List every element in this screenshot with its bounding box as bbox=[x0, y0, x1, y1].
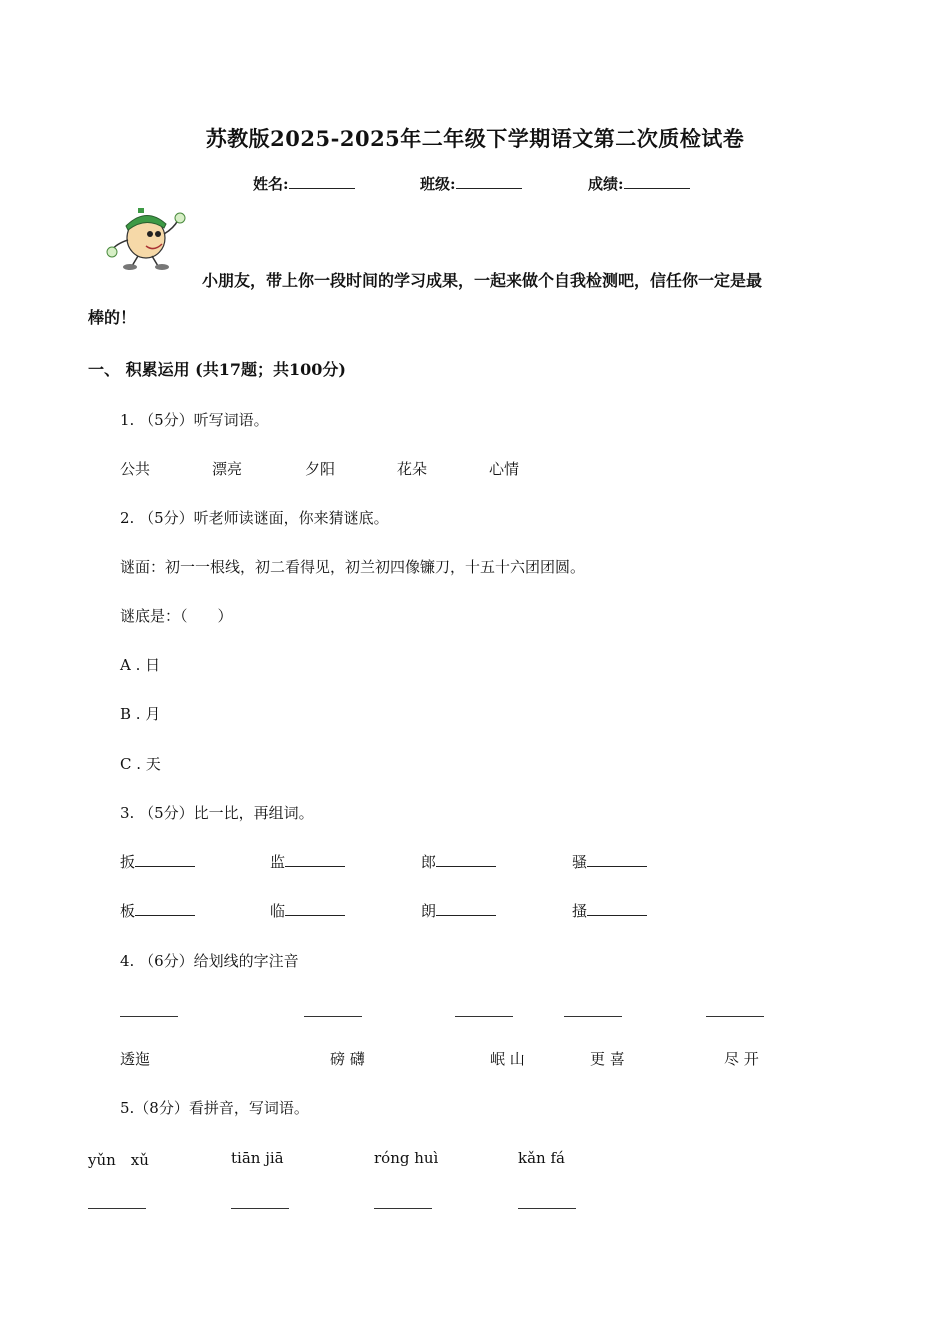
q4-word: 磅 礴 bbox=[330, 1050, 365, 1068]
intro-line-2: 棒的！ bbox=[88, 308, 137, 327]
q5-answer-line[interactable] bbox=[374, 1208, 432, 1209]
q5-pinyin: tiān jiā bbox=[231, 1149, 284, 1167]
name-label: 姓名: bbox=[253, 175, 289, 193]
q3-blank[interactable] bbox=[587, 901, 647, 916]
q4-answer-line[interactable] bbox=[564, 1016, 622, 1017]
class-label: 班级: bbox=[420, 175, 456, 193]
q3-char: 朗 bbox=[421, 902, 437, 920]
q3-blank[interactable] bbox=[285, 901, 345, 916]
score-label: 成绩: bbox=[588, 175, 624, 193]
q5-answer-line[interactable] bbox=[518, 1208, 576, 1209]
q1-word: 花朵 bbox=[397, 460, 428, 478]
q3-char: 骚 bbox=[572, 853, 588, 871]
q1-word: 心情 bbox=[489, 460, 520, 478]
q1-word: 夕阳 bbox=[305, 460, 336, 478]
q3-item bbox=[572, 900, 647, 921]
q3-item bbox=[120, 851, 195, 872]
q2-stem: 2. （5分）听老师读谜面，你来猜谜底。 bbox=[120, 509, 389, 527]
page-title: 苏教版2025-2025年二年级下学期语文第二次质检试卷 bbox=[205, 126, 745, 151]
q3-item bbox=[270, 851, 345, 872]
name-field bbox=[253, 173, 355, 194]
q1-word: 漂亮 bbox=[212, 460, 243, 478]
q5-pinyin: kǎn fá bbox=[518, 1149, 565, 1167]
q3-item bbox=[421, 851, 496, 872]
q5-stem: 5.（8分）看拼音，写词语。 bbox=[120, 1099, 309, 1117]
q3-char: 搔 bbox=[572, 902, 588, 920]
q3-item bbox=[120, 900, 195, 921]
q3-blank[interactable] bbox=[587, 852, 647, 867]
score-blank[interactable] bbox=[624, 174, 690, 189]
q2-option-c[interactable]: C . 天 bbox=[120, 755, 161, 773]
q3-blank[interactable] bbox=[135, 852, 195, 867]
intro-line-1: 小朋友，带上你一段时间的学习成果，一起来做个自我检测吧，信任你一定是最 bbox=[202, 271, 763, 290]
score-field bbox=[588, 173, 690, 194]
q4-word: 更 喜 bbox=[590, 1050, 625, 1068]
q3-blank[interactable] bbox=[436, 852, 496, 867]
q3-item bbox=[421, 900, 496, 921]
q3-item bbox=[270, 900, 345, 921]
q3-char: 板 bbox=[120, 902, 136, 920]
q4-word: 透迤 bbox=[120, 1050, 151, 1068]
q3-char: 郎 bbox=[421, 853, 437, 871]
q3-char: 扳 bbox=[120, 853, 136, 871]
name-blank[interactable] bbox=[289, 174, 355, 189]
class-field bbox=[420, 173, 522, 194]
q2-option-b[interactable]: B . 月 bbox=[120, 705, 161, 723]
q3-blank[interactable] bbox=[135, 901, 195, 916]
q2-option-a[interactable]: A . 日 bbox=[120, 656, 161, 674]
q4-answer-line[interactable] bbox=[120, 1016, 178, 1017]
q3-blank[interactable] bbox=[436, 901, 496, 916]
q3-char: 监 bbox=[270, 853, 286, 871]
q5-answer-line[interactable] bbox=[231, 1208, 289, 1209]
q2-riddle: 谜面：初一一根线，初二看得见，初兰初四像镰刀，十五十六团团圆。 bbox=[120, 558, 586, 576]
mascot-cartoon-icon bbox=[106, 204, 188, 272]
section-heading: 一、 积累运用 (共17题；共100分) bbox=[88, 360, 346, 379]
q4-word: 岷 山 bbox=[490, 1050, 525, 1068]
q1-stem: 1. （5分）听写词语。 bbox=[120, 411, 269, 429]
q5-answer-line[interactable] bbox=[88, 1208, 146, 1209]
q1-word: 公共 bbox=[120, 460, 151, 478]
q3-item bbox=[572, 851, 647, 872]
q4-answer-line[interactable] bbox=[304, 1016, 362, 1017]
q3-stem: 3. （5分）比一比，再组词。 bbox=[120, 804, 314, 822]
q3-blank[interactable] bbox=[285, 852, 345, 867]
class-blank[interactable] bbox=[456, 174, 522, 189]
q4-answer-line[interactable] bbox=[455, 1016, 513, 1017]
q2-answer-prompt: 谜底是：（ ） bbox=[120, 607, 233, 625]
q4-answer-line[interactable] bbox=[706, 1016, 764, 1017]
q4-stem: 4. （6分）给划线的字注音 bbox=[120, 952, 299, 970]
q5-pinyin: yǔn xǔ bbox=[88, 1151, 149, 1169]
q5-pinyin: róng huì bbox=[374, 1149, 439, 1167]
q3-char: 临 bbox=[270, 902, 286, 920]
q4-word: 尽 开 bbox=[724, 1050, 759, 1068]
